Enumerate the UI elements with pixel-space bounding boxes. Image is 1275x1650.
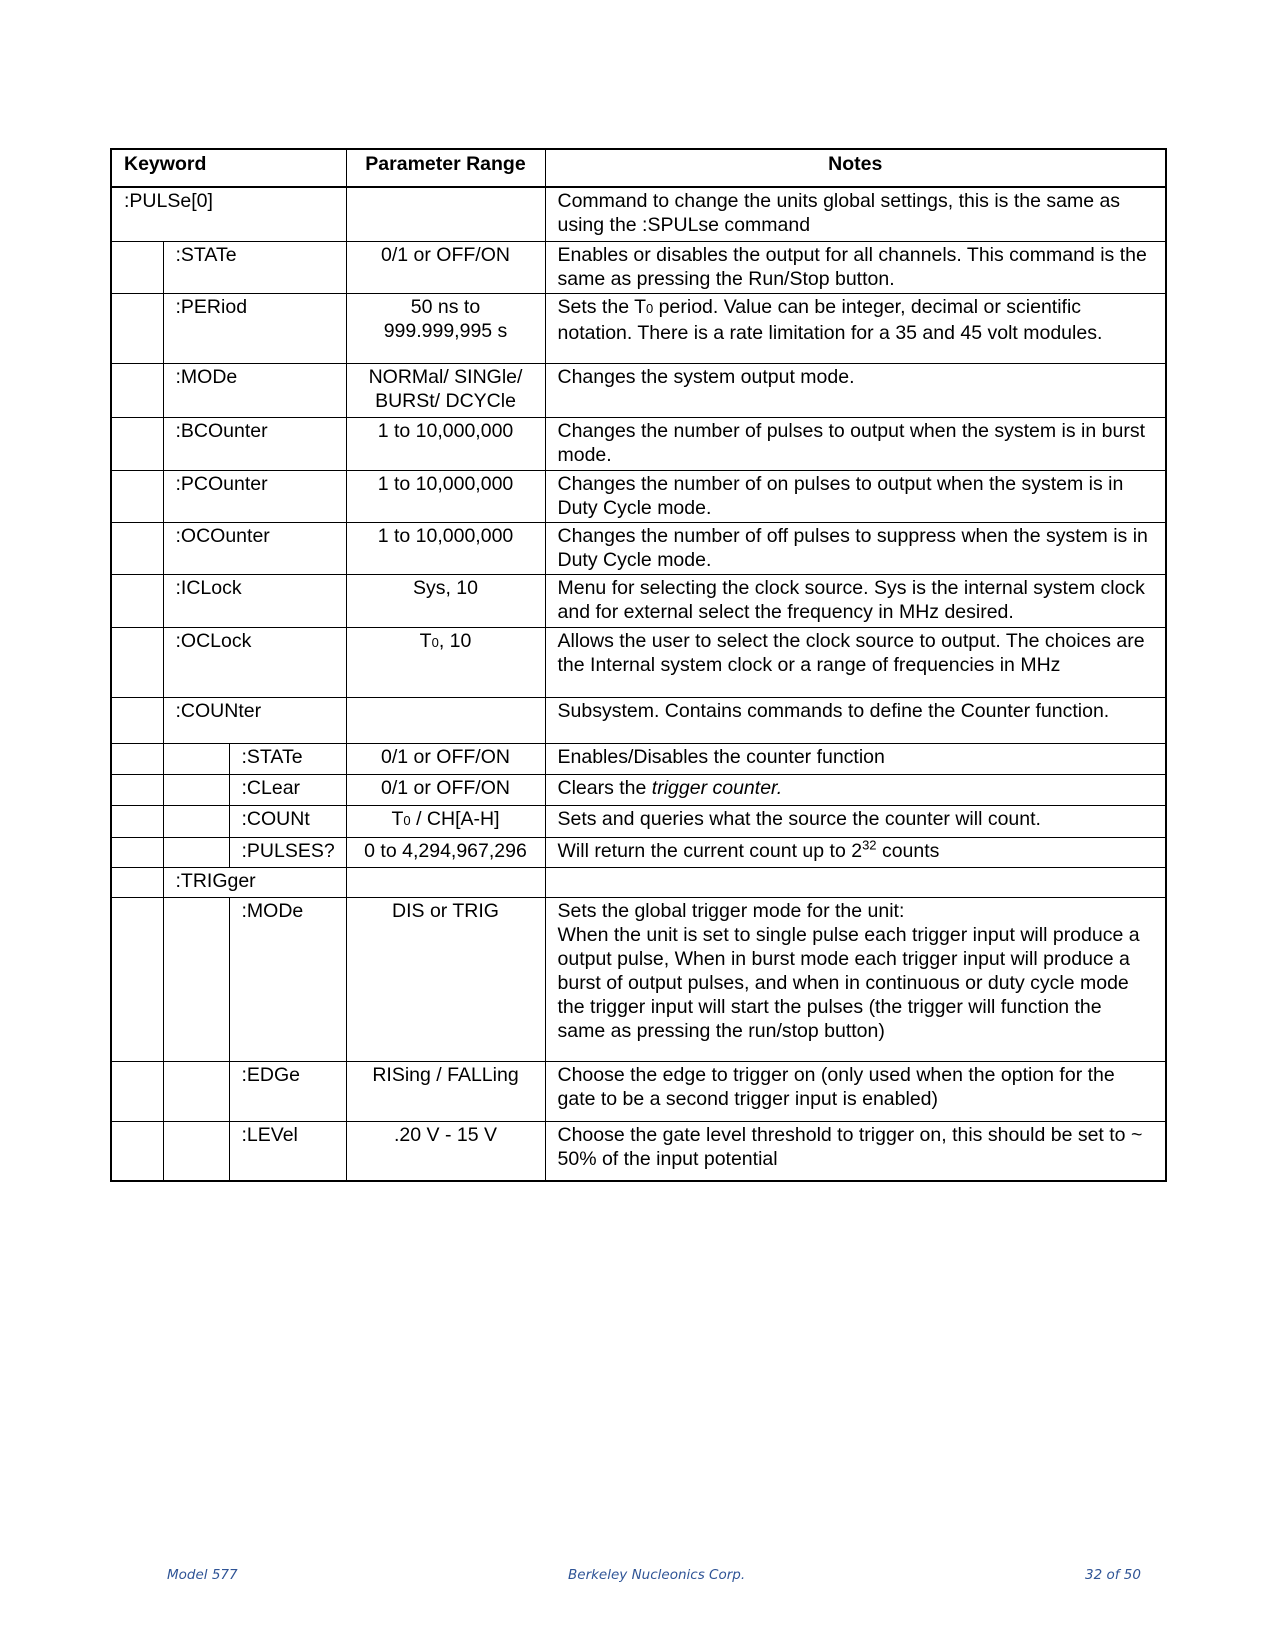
table-row [111,743,1166,774]
footer-model: Model 577 [167,1567,238,1583]
keyword-cell: :PULSe[0] [111,187,346,241]
keyword-cell: :OCOunter [163,522,346,574]
indent-cell [111,627,163,697]
range-cell: RISing / FALLing [346,1061,545,1121]
notes-cell: Changes the system output mode. [545,363,1166,417]
keyword-cell: :EDGe [229,1061,346,1121]
table-row [111,627,1166,697]
range-cell [346,627,545,697]
indent-cell [163,774,229,805]
keyword-cell: :LEVel [229,1121,346,1181]
indent-cell [111,743,163,774]
notes-text: Will return the current count up to 2 [557,839,863,862]
table-row [111,1061,1166,1121]
range-cell: DIS or TRIG [346,897,545,1061]
keyword-cell: :TRIGger [163,867,346,897]
indent-cell [163,805,229,837]
notes-cell: Changes the number of off pulses to suppress when the system is in Duty Cycle mode. [545,522,1166,574]
footer-company: Berkeley Nucleonics Corp. [568,1567,746,1583]
notes-text: Sets the T [557,295,647,318]
notes-cell: Changes the number of pulses to output when the system is in burst mode. [545,417,1166,470]
keyword-cell: :PULSES? [229,837,346,867]
indent-cell [111,1121,163,1181]
indent-cell [163,1121,229,1181]
notes-cell: Menu for selecting the clock source. Sys is the internal system clock and for external select the frequency in MHz desired. [545,574,1166,627]
keyword-cell: :ICLock [163,574,346,627]
range-text: , 10 [438,629,472,652]
range-text: T [391,807,404,830]
range-cell: Sys, 10 [346,574,545,627]
table-row [111,1121,1166,1181]
notes-text: counts [876,839,940,862]
notes-emphasis: trigger counter. [651,776,783,799]
indent-cell [111,805,163,837]
table-row [111,697,1166,743]
range-cell: 0 to 4,294,967,296 [346,837,545,867]
indent-cell [111,1061,163,1121]
range-cell: 0/1 or OFF/ON [346,743,545,774]
notes-cell: Command to change the units global settings, this is the same as using the :SPULse command [545,187,1166,241]
keyword-cell: :MODe [163,363,346,417]
indent-cell [163,897,229,1061]
table-row [111,417,1166,470]
notes-cell: Choose the gate level threshold to trigger on, this should be set to ~ 50% of the input potential [545,1121,1166,1181]
table-row [111,187,1166,241]
notes-line: When the unit is set to single pulse each trigger input will produce a output pulse, When in burst mode each trigger input will produce a burst of output pulses, and when in continuous or duty cycle mode the trigger input will start the pulses (the trigger will function the same as pressing the run/stop button) [557,923,1140,1042]
range-line: 999.999,995 s [383,319,508,342]
keyword-cell: :PCOunter [163,470,346,522]
range-line: NORMal/ SINGle/ [368,365,523,388]
notes-header: Notes [545,149,1166,187]
indent-cell [111,522,163,574]
indent-cell [111,241,163,293]
table-row [111,867,1166,897]
indent-cell [163,1061,229,1121]
indent-cell [111,470,163,522]
notes-cell: Choose the edge to trigger on (only used when the option for the gate to be a second trigger input is enabled) [545,1061,1166,1121]
indent-cell [111,897,163,1061]
table-row [111,837,1166,867]
notes-cell: Changes the number of on pulses to output when the system is in Duty Cycle mode. [545,470,1166,522]
range-cell: 1 to 10,000,000 [346,470,545,522]
notes-cell: Sets and queries what the source the counter will count. [545,805,1166,837]
notes-text: period. Value can be integer, decimal or scientific notation. There is a rate limitation for a 35 and 45 volt modules. [557,295,1103,344]
command-table [110,148,1167,1182]
range-cell: 0/1 or OFF/ON [346,774,545,805]
keyword-cell: :PERiod [163,293,346,363]
notes-cell [545,867,1166,897]
range-cell [346,293,545,363]
range-line: BURSt/ DCYCle [375,389,516,412]
keyword-cell: :STATe [229,743,346,774]
range-cell [346,697,545,743]
table-row [111,293,1166,363]
keyword-header: Keyword [111,149,346,187]
notes-text: Clears the [557,776,652,799]
notes-line: Sets the global trigger mode for the unit: [557,899,905,922]
keyword-cell: :MODe [229,897,346,1061]
range-cell: .20 V - 15 V [346,1121,545,1181]
subscript: 0 [403,812,411,828]
indent-cell [111,574,163,627]
table-row [111,522,1166,574]
indent-cell [163,837,229,867]
notes-cell: Allows the user to select the clock source to output. The choices are the Internal system clock or a range of frequencies in MHz [545,627,1166,697]
indent-cell [111,867,163,897]
range-cell [346,867,545,897]
subscript: 0 [431,634,439,650]
keyword-cell: :COUNter [163,697,346,743]
table-row [111,470,1166,522]
superscript: 32 [862,837,877,852]
keyword-cell: :OCLock [163,627,346,697]
keyword-cell: :BCOunter [163,417,346,470]
table-row [111,363,1166,417]
range-text: / CH[A-H] [410,807,500,830]
indent-cell [111,363,163,417]
range-cell [346,187,545,241]
indent-cell [111,293,163,363]
range-cell: 1 to 10,000,000 [346,417,545,470]
notes-cell [545,293,1166,363]
table-row [111,897,1166,1061]
notes-cell: Subsystem. Contains commands to define the Counter function. [545,697,1166,743]
notes-cell [545,774,1166,805]
range-cell: 1 to 10,000,000 [346,522,545,574]
range-line: 50 ns to [410,295,481,318]
indent-cell [111,417,163,470]
table-header-row [111,149,1166,187]
notes-cell: Enables/Disables the counter function [545,743,1166,774]
indent-cell [111,837,163,867]
table-row [111,805,1166,837]
indent-cell [111,774,163,805]
range-cell [346,805,545,837]
range-cell: 0/1 or OFF/ON [346,241,545,293]
keyword-cell: :CLear [229,774,346,805]
footer-page-number: 32 of 50 [1085,1567,1141,1583]
table-row [111,774,1166,805]
keyword-cell: :COUNt [229,805,346,837]
notes-cell [545,897,1166,1061]
table-row [111,241,1166,293]
parameter-range-header: Parameter Range [346,149,545,187]
notes-cell [545,837,1166,867]
range-text: T [419,629,432,652]
indent-cell [111,697,163,743]
range-cell [346,363,545,417]
subscript: 0 [646,300,654,316]
notes-cell: Enables or disables the output for all channels. This command is the same as pressing the Run/Stop button. [545,241,1166,293]
keyword-cell: :STATe [163,241,346,293]
indent-cell [163,743,229,774]
table-row [111,574,1166,627]
